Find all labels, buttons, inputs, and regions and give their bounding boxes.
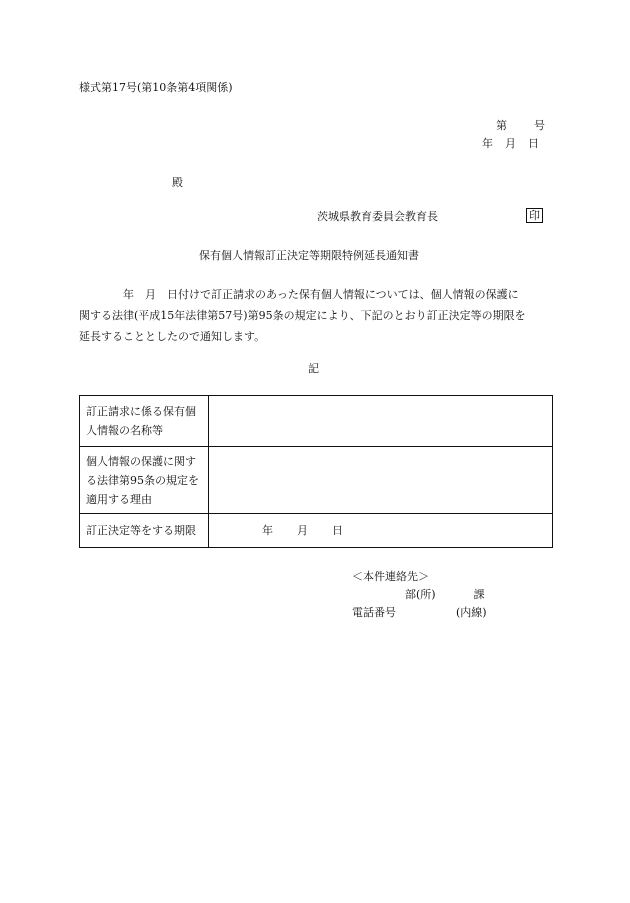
deadline-year: 年: [262, 524, 273, 537]
issue-date-day: 日: [528, 137, 539, 150]
seal-box: 印: [526, 208, 543, 223]
body-line-3: 延長することとしたので通知します。: [79, 330, 266, 343]
row2-label: [80, 447, 209, 514]
detail-table: [79, 395, 553, 548]
issue-date-month: 月: [505, 137, 516, 150]
document-number-dai: 第: [496, 119, 507, 132]
contact-department: [405, 589, 485, 600]
form-number: 様式第17号(第10条第4項関係): [79, 81, 233, 94]
sender-name: 茨城県教育委員会教育長: [317, 210, 438, 223]
row1-label-line-2: 人情報の名称等: [86, 424, 163, 437]
addressee-honorific: 殿: [172, 176, 183, 189]
issue-date-year: 年: [482, 137, 493, 150]
ki-heading: 記: [308, 362, 319, 375]
row2-label-line-1: 個人情報の保護に関す: [86, 454, 196, 468]
contact-phone: [352, 607, 487, 618]
row2-label-line-2: る法律第95条の規定を: [86, 473, 199, 487]
table-row: [80, 396, 553, 447]
issue-date: [482, 138, 539, 149]
deadline-month: 月: [297, 524, 308, 537]
row3-value[interactable]: [209, 514, 553, 548]
table-row: [80, 514, 553, 548]
contact-extension-label: (内線): [456, 606, 487, 619]
document-number-go: 号: [534, 119, 545, 132]
table-row: [80, 447, 553, 514]
row1-label-line-1: 訂正請求に係る保有個: [86, 405, 196, 418]
row3-label: 訂正決定等をする期限: [80, 514, 209, 548]
contact-phone-label: 電話番号: [352, 606, 396, 619]
body-paragraph: [79, 284, 554, 347]
contact-section-label: 課: [473, 588, 485, 601]
row2-label-line-3: 適用する理由: [86, 492, 152, 506]
row1-value[interactable]: [209, 396, 553, 447]
body-line-1: 年 月 日付けで訂正請求のあった保有個人情報については、個人情報の保護に: [123, 288, 519, 301]
deadline-day: 日: [332, 524, 343, 537]
contact-dept-label: 部(所): [405, 588, 436, 601]
document-number: [496, 120, 545, 131]
row1-label: [80, 396, 209, 447]
document-title: 保有個人情報訂正決定等期限特例延長通知書: [199, 249, 419, 262]
row2-value[interactable]: [209, 447, 553, 514]
contact-heading: ＜本件連絡先＞: [352, 570, 429, 583]
body-line-2: 関する法律(平成15年法律第57号)第95条の規定により、下記のとおり訂正決定等の期限を: [79, 309, 526, 322]
